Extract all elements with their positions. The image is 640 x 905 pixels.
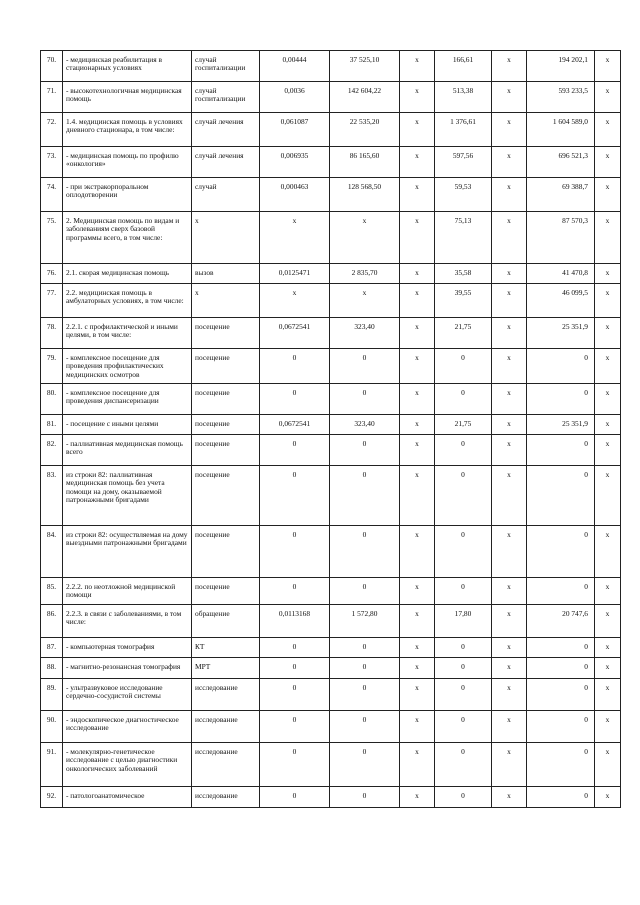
per-capita-value: 0 [435, 349, 492, 384]
col-x-2: x [492, 679, 527, 711]
row-number: 72. [41, 113, 63, 147]
col-x-1: x [400, 711, 435, 743]
col-x-3: x [595, 711, 621, 743]
col-x-2: x [492, 178, 527, 212]
unit-of-measure: посещение [192, 578, 260, 605]
table-row [41, 384, 621, 415]
col-x-2: x [492, 578, 527, 605]
col-x-2: x [492, 415, 527, 435]
cost-norm: x [330, 284, 400, 318]
cost-norm: 2 835,70 [330, 264, 400, 284]
unit-of-measure: обращение [192, 605, 260, 638]
per-capita-value: 0 [435, 711, 492, 743]
col-x-3: x [595, 212, 621, 264]
table-row [41, 349, 621, 384]
indicator-name: - паллиативная медицинская помощь всего [63, 435, 192, 466]
total-value: 0 [527, 679, 595, 711]
volume-norm: 0,061087 [260, 113, 330, 147]
total-value: 194 202,1 [527, 51, 595, 82]
unit-of-measure: исследование [192, 787, 260, 808]
row-number: 89. [41, 679, 63, 711]
indicator-name: - высокотехнологичная медицинская помощь [63, 82, 192, 113]
row-number: 76. [41, 264, 63, 284]
table-body [41, 51, 621, 808]
cost-norm: 128 568,50 [330, 178, 400, 212]
per-capita-value: 75,13 [435, 212, 492, 264]
col-x-3: x [595, 679, 621, 711]
per-capita-value: 0 [435, 638, 492, 658]
total-value: 0 [527, 384, 595, 415]
total-value: 0 [527, 578, 595, 605]
volume-norm: 0,006935 [260, 147, 330, 178]
cost-norm: 0 [330, 435, 400, 466]
total-value: 46 099,5 [527, 284, 595, 318]
unit-of-measure: посещение [192, 466, 260, 526]
volume-norm: x [260, 212, 330, 264]
volume-norm: 0 [260, 384, 330, 415]
col-x-2: x [492, 384, 527, 415]
col-x-1: x [400, 526, 435, 578]
indicator-name: из строки 82: осуществляемая на дому выездными патронажными бригадами [63, 526, 192, 578]
unit-of-measure: посещение [192, 349, 260, 384]
indicator-name: - комплексное посещение для проведения диспансеризации [63, 384, 192, 415]
total-value: 0 [527, 658, 595, 679]
volume-norm: 0,0672541 [260, 415, 330, 435]
col-x-2: x [492, 638, 527, 658]
col-x-3: x [595, 415, 621, 435]
volume-norm: 0 [260, 638, 330, 658]
col-x-3: x [595, 787, 621, 808]
cost-norm: 323,40 [330, 318, 400, 349]
row-number: 77. [41, 284, 63, 318]
table-row [41, 711, 621, 743]
row-number: 85. [41, 578, 63, 605]
indicator-name: - комплексное посещение для проведения профилактических медицинских осмотров [63, 349, 192, 384]
indicator-name: 2.2.2. по неотложной медицинской помощи [63, 578, 192, 605]
cost-norm: 0 [330, 638, 400, 658]
table-row [41, 435, 621, 466]
per-capita-value: 17,80 [435, 605, 492, 638]
unit-of-measure: МРТ [192, 658, 260, 679]
row-number: 74. [41, 178, 63, 212]
col-x-2: x [492, 787, 527, 808]
col-x-1: x [400, 658, 435, 679]
indicator-name: - магнитно-резонансная томография [63, 658, 192, 679]
col-x-3: x [595, 526, 621, 578]
per-capita-value: 0 [435, 658, 492, 679]
col-x-3: x [595, 605, 621, 638]
per-capita-value: 35,58 [435, 264, 492, 284]
col-x-1: x [400, 178, 435, 212]
volume-norm: 0,000463 [260, 178, 330, 212]
row-number: 82. [41, 435, 63, 466]
row-number: 90. [41, 711, 63, 743]
col-x-1: x [400, 113, 435, 147]
col-x-3: x [595, 349, 621, 384]
col-x-1: x [400, 578, 435, 605]
col-x-3: x [595, 435, 621, 466]
col-x-1: x [400, 787, 435, 808]
per-capita-value: 597,56 [435, 147, 492, 178]
col-x-3: x [595, 658, 621, 679]
total-value: 0 [527, 711, 595, 743]
volume-norm: 0 [260, 466, 330, 526]
cost-norm: 0 [330, 578, 400, 605]
row-number: 91. [41, 743, 63, 787]
col-x-3: x [595, 82, 621, 113]
per-capita-value: 0 [435, 578, 492, 605]
total-value: 87 570,3 [527, 212, 595, 264]
indicator-name: - посещение с иными целями [63, 415, 192, 435]
unit-of-measure: исследование [192, 711, 260, 743]
volume-norm: 0 [260, 787, 330, 808]
col-x-2: x [492, 51, 527, 82]
col-x-1: x [400, 284, 435, 318]
row-number: 81. [41, 415, 63, 435]
indicator-name: - компьютерная томография [63, 638, 192, 658]
total-value: 696 521,3 [527, 147, 595, 178]
total-value: 1 604 589,0 [527, 113, 595, 147]
cost-norm: 22 535,20 [330, 113, 400, 147]
unit-of-measure: случай [192, 178, 260, 212]
total-value: 25 351,9 [527, 415, 595, 435]
row-number: 73. [41, 147, 63, 178]
col-x-1: x [400, 605, 435, 638]
table-row [41, 605, 621, 638]
table-row [41, 51, 621, 82]
col-x-2: x [492, 113, 527, 147]
per-capita-value: 166,61 [435, 51, 492, 82]
volume-norm: 0 [260, 679, 330, 711]
table-row [41, 318, 621, 349]
volume-norm: 0,0113168 [260, 605, 330, 638]
indicator-name: 2.1. скорая медицинская помощь [63, 264, 192, 284]
table-row [41, 212, 621, 264]
col-x-1: x [400, 679, 435, 711]
row-number: 79. [41, 349, 63, 384]
col-x-1: x [400, 466, 435, 526]
unit-of-measure: случай лечения [192, 147, 260, 178]
col-x-3: x [595, 578, 621, 605]
col-x-2: x [492, 466, 527, 526]
total-value: 41 470,8 [527, 264, 595, 284]
volume-norm: 0 [260, 435, 330, 466]
volume-norm: 0 [260, 349, 330, 384]
indicator-name: - патологоанатомическое [63, 787, 192, 808]
col-x-1: x [400, 318, 435, 349]
table-row [41, 526, 621, 578]
cost-norm: 0 [330, 466, 400, 526]
col-x-3: x [595, 466, 621, 526]
unit-of-measure: случай госпитализации [192, 82, 260, 113]
col-x-3: x [595, 178, 621, 212]
total-value: 0 [527, 526, 595, 578]
per-capita-value: 513,38 [435, 82, 492, 113]
table-row [41, 787, 621, 808]
table-row [41, 578, 621, 605]
col-x-2: x [492, 349, 527, 384]
col-x-2: x [492, 605, 527, 638]
col-x-1: x [400, 638, 435, 658]
indicator-name: 1.4. медицинская помощь в условиях дневного стационара, в том числе: [63, 113, 192, 147]
unit-of-measure: исследование [192, 679, 260, 711]
col-x-2: x [492, 264, 527, 284]
table-row [41, 743, 621, 787]
table-row [41, 264, 621, 284]
total-value: 0 [527, 787, 595, 808]
indicator-name: 2.2.1. с профилактической и иными целями, в том числе: [63, 318, 192, 349]
per-capita-value: 39,55 [435, 284, 492, 318]
col-x-1: x [400, 147, 435, 178]
unit-of-measure: посещение [192, 526, 260, 578]
cost-norm: 142 604,22 [330, 82, 400, 113]
unit-of-measure: посещение [192, 415, 260, 435]
per-capita-value: 59,53 [435, 178, 492, 212]
unit-of-measure: посещение [192, 318, 260, 349]
row-number: 75. [41, 212, 63, 264]
cost-norm: 323,40 [330, 415, 400, 435]
indicator-name: 2.2.3. в связи с заболеваниями, в том числе: [63, 605, 192, 638]
col-x-1: x [400, 349, 435, 384]
col-x-3: x [595, 264, 621, 284]
unit-of-measure: x [192, 212, 260, 264]
cost-norm: 1 572,80 [330, 605, 400, 638]
total-value: 0 [527, 466, 595, 526]
unit-of-measure: посещение [192, 435, 260, 466]
col-x-1: x [400, 384, 435, 415]
unit-of-measure: вызов [192, 264, 260, 284]
cost-norm: 37 525,10 [330, 51, 400, 82]
table-row [41, 679, 621, 711]
table-row [41, 638, 621, 658]
col-x-3: x [595, 318, 621, 349]
row-number: 80. [41, 384, 63, 415]
col-x-3: x [595, 384, 621, 415]
col-x-2: x [492, 435, 527, 466]
per-capita-value: 0 [435, 384, 492, 415]
col-x-2: x [492, 711, 527, 743]
col-x-1: x [400, 415, 435, 435]
row-number: 92. [41, 787, 63, 808]
row-number: 83. [41, 466, 63, 526]
unit-of-measure: КТ [192, 638, 260, 658]
col-x-3: x [595, 638, 621, 658]
cost-norm: 86 165,60 [330, 147, 400, 178]
indicator-name: 2. Медицинская помощь по видам и заболеваниям сверх базовой программы всего, в том числе: [63, 212, 192, 264]
per-capita-value: 0 [435, 526, 492, 578]
cost-norm: 0 [330, 711, 400, 743]
per-capita-value: 1 376,61 [435, 113, 492, 147]
cost-norm: 0 [330, 349, 400, 384]
volume-norm: 0 [260, 743, 330, 787]
total-value: 0 [527, 435, 595, 466]
cost-norm: 0 [330, 658, 400, 679]
row-number: 84. [41, 526, 63, 578]
row-number: 88. [41, 658, 63, 679]
volume-norm: 0,0036 [260, 82, 330, 113]
cost-norm: x [330, 212, 400, 264]
volume-norm: x [260, 284, 330, 318]
table-row [41, 178, 621, 212]
col-x-3: x [595, 147, 621, 178]
table-row [41, 82, 621, 113]
indicator-name: - медицинская реабилитация в стационарных условиях [63, 51, 192, 82]
col-x-3: x [595, 284, 621, 318]
data-table [40, 50, 621, 808]
col-x-1: x [400, 264, 435, 284]
table-row [41, 113, 621, 147]
per-capita-value: 0 [435, 435, 492, 466]
col-x-2: x [492, 212, 527, 264]
col-x-2: x [492, 147, 527, 178]
table-row [41, 466, 621, 526]
row-number: 71. [41, 82, 63, 113]
col-x-1: x [400, 212, 435, 264]
volume-norm: 0 [260, 578, 330, 605]
col-x-2: x [492, 526, 527, 578]
volume-norm: 0 [260, 658, 330, 679]
total-value: 25 351,9 [527, 318, 595, 349]
per-capita-value: 21,75 [435, 318, 492, 349]
row-number: 86. [41, 605, 63, 638]
col-x-3: x [595, 743, 621, 787]
col-x-1: x [400, 743, 435, 787]
col-x-1: x [400, 82, 435, 113]
table-row [41, 147, 621, 178]
col-x-3: x [595, 113, 621, 147]
indicator-name: - молекулярно-генетическое исследование с целью диагностики онкологических заболеваний [63, 743, 192, 787]
cost-norm: 0 [330, 787, 400, 808]
col-x-2: x [492, 658, 527, 679]
per-capita-value: 0 [435, 787, 492, 808]
volume-norm: 0,0672541 [260, 318, 330, 349]
volume-norm: 0 [260, 526, 330, 578]
col-x-1: x [400, 435, 435, 466]
table-row [41, 284, 621, 318]
per-capita-value: 21,75 [435, 415, 492, 435]
cost-norm: 0 [330, 526, 400, 578]
indicator-name: - ультразвуковое исследование сердечно-сосудистой системы [63, 679, 192, 711]
row-number: 78. [41, 318, 63, 349]
total-value: 0 [527, 638, 595, 658]
unit-of-measure: посещение [192, 384, 260, 415]
row-number: 87. [41, 638, 63, 658]
row-number: 70. [41, 51, 63, 82]
per-capita-value: 0 [435, 679, 492, 711]
total-value: 593 233,5 [527, 82, 595, 113]
total-value: 0 [527, 349, 595, 384]
per-capita-value: 0 [435, 743, 492, 787]
cost-norm: 0 [330, 384, 400, 415]
cost-norm: 0 [330, 743, 400, 787]
col-x-2: x [492, 284, 527, 318]
total-value: 0 [527, 743, 595, 787]
table-row [41, 415, 621, 435]
unit-of-measure: случай лечения [192, 113, 260, 147]
cost-norm: 0 [330, 679, 400, 711]
col-x-2: x [492, 743, 527, 787]
total-value: 20 747,6 [527, 605, 595, 638]
indicator-name: - эндоскопическое диагностическое исследование [63, 711, 192, 743]
indicator-name: 2.2. медицинская помощь в амбулаторных условиях, в том числе: [63, 284, 192, 318]
indicator-name: - медицинская помощь по профилю «онкология» [63, 147, 192, 178]
unit-of-measure: случай госпитализации [192, 51, 260, 82]
table-row [41, 658, 621, 679]
col-x-3: x [595, 51, 621, 82]
col-x-2: x [492, 82, 527, 113]
volume-norm: 0,00444 [260, 51, 330, 82]
per-capita-value: 0 [435, 466, 492, 526]
indicator-name: - при экстракорпоральном оплодотворении [63, 178, 192, 212]
col-x-2: x [492, 318, 527, 349]
indicator-name: из строки 82: паллиативная медицинская помощь без учета помощи на дому, оказываемой патронажными бригадами [63, 466, 192, 526]
unit-of-measure: исследование [192, 743, 260, 787]
col-x-1: x [400, 51, 435, 82]
volume-norm: 0,0125471 [260, 264, 330, 284]
unit-of-measure: x [192, 284, 260, 318]
total-value: 69 388,7 [527, 178, 595, 212]
volume-norm: 0 [260, 711, 330, 743]
